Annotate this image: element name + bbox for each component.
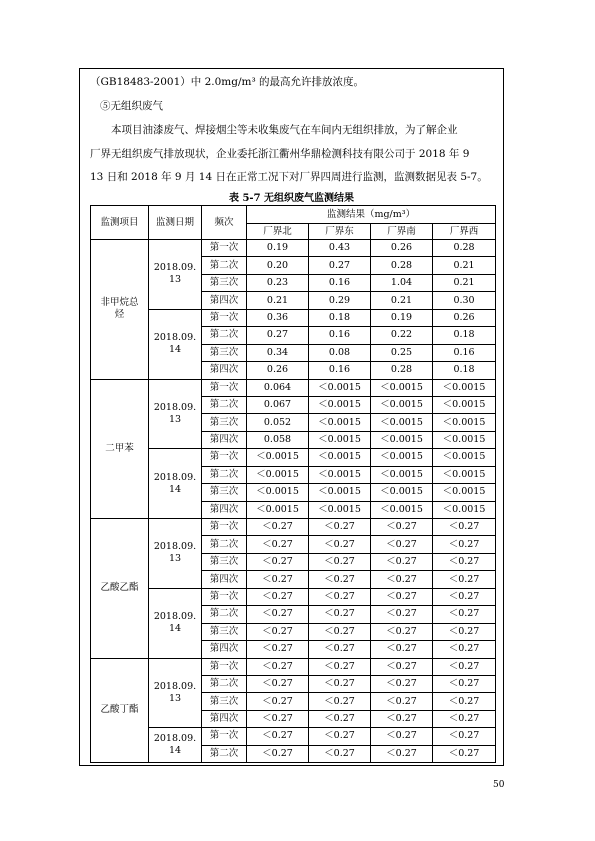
cell-value: ＜0.27: [433, 571, 496, 588]
cell-value: ＜0.27: [433, 553, 496, 570]
cell-value: 0.28: [371, 257, 433, 274]
cell-frequency: 第一次: [202, 658, 247, 675]
cell-value: ＜0.27: [433, 745, 496, 762]
table-row: [91, 309, 496, 326]
cell-value: ＜0.0015: [309, 501, 371, 518]
cell-value: ＜0.27: [371, 710, 433, 727]
cell-value: ＜0.27: [247, 606, 309, 623]
cell-frequency: 第三次: [202, 623, 247, 640]
cell-value: 0.36: [247, 309, 309, 326]
cell-frequency: 第三次: [202, 693, 247, 710]
cell-value: ＜0.27: [309, 641, 371, 658]
cell-date: 2018.09.13: [149, 519, 202, 589]
cell-item: 非甲烷总烃: [91, 240, 149, 380]
cell-value: ＜0.27: [371, 693, 433, 710]
cell-frequency: 第二次: [202, 257, 247, 274]
cell-value: 0.052: [247, 414, 309, 431]
table-row: [91, 519, 496, 536]
cell-value: ＜0.27: [309, 745, 371, 762]
cell-value: ＜0.27: [247, 728, 309, 745]
cell-frequency: 第四次: [202, 641, 247, 658]
cell-value: 0.064: [247, 379, 309, 396]
cell-value: ＜0.27: [247, 658, 309, 675]
cell-value: ＜0.27: [371, 553, 433, 570]
cell-value: ＜0.0015: [247, 484, 309, 501]
cell-value: ＜0.27: [433, 641, 496, 658]
cell-frequency: 第二次: [202, 466, 247, 483]
cell-value: ＜0.0015: [309, 396, 371, 413]
cell-item: 乙酸丁酯: [91, 658, 149, 763]
cell-frequency: 第四次: [202, 292, 247, 309]
section-heading-fugitive-gas: ⑤无组织废气: [100, 100, 163, 112]
cell-value: 0.18: [433, 362, 496, 379]
cell-value: ＜0.0015: [309, 414, 371, 431]
cell-value: ＜0.27: [247, 519, 309, 536]
cell-frequency: 第四次: [202, 501, 247, 518]
table-row: [91, 449, 496, 466]
cell-value: 0.23: [247, 274, 309, 291]
cell-frequency: 第一次: [202, 449, 247, 466]
cell-value: ＜0.27: [247, 745, 309, 762]
cell-value: ＜0.0015: [433, 449, 496, 466]
cell-value: ＜0.0015: [309, 431, 371, 448]
cell-frequency: 第四次: [202, 431, 247, 448]
cell-value: ＜0.0015: [433, 414, 496, 431]
cell-value: ＜0.0015: [433, 484, 496, 501]
cell-value: 0.16: [309, 274, 371, 291]
cell-value: 0.34: [247, 344, 309, 361]
cell-value: ＜0.0015: [371, 431, 433, 448]
cell-value: ＜0.27: [433, 710, 496, 727]
cell-value: 0.27: [309, 257, 371, 274]
cell-value: ＜0.0015: [371, 396, 433, 413]
cell-value: 0.22: [371, 327, 433, 344]
cell-value: ＜0.27: [433, 693, 496, 710]
cell-value: ＜0.0015: [247, 449, 309, 466]
cell-value: 0.16: [309, 362, 371, 379]
cell-value: ＜0.0015: [247, 501, 309, 518]
cell-frequency: 第二次: [202, 675, 247, 692]
cell-value: 0.26: [371, 240, 433, 257]
cell-date: 2018.09.14: [149, 728, 202, 763]
cell-value: ＜0.27: [433, 519, 496, 536]
paragraph-line-2: 厂界无组织废气排放现状，企业委托浙江衢州华鼎检测科技有限公司于 2018 年 9: [90, 148, 470, 160]
monitoring-results-table: [90, 205, 496, 763]
cell-value: ＜0.27: [371, 536, 433, 553]
cell-value: ＜0.0015: [371, 501, 433, 518]
table-row: [91, 379, 496, 396]
cell-value: ＜0.27: [371, 623, 433, 640]
cell-frequency: 第三次: [202, 274, 247, 291]
cell-value: ＜0.27: [433, 623, 496, 640]
cell-value: 0.26: [433, 309, 496, 326]
cell-frequency: 第二次: [202, 327, 247, 344]
cell-item: 乙酸乙酯: [91, 519, 149, 659]
cell-value: 0.21: [433, 274, 496, 291]
cell-value: ＜0.0015: [433, 431, 496, 448]
cell-value: 0.21: [433, 257, 496, 274]
cell-value: ＜0.0015: [433, 396, 496, 413]
cell-frequency: 第三次: [202, 484, 247, 501]
cell-value: ＜0.0015: [433, 379, 496, 396]
header-east: 厂界东: [309, 224, 371, 240]
cell-value: ＜0.27: [371, 606, 433, 623]
cell-value: 0.16: [309, 327, 371, 344]
table-row: [91, 728, 496, 745]
cell-value: 1.04: [371, 274, 433, 291]
cell-frequency: 第三次: [202, 414, 247, 431]
cell-value: 0.21: [371, 292, 433, 309]
cell-value: ＜0.0015: [433, 466, 496, 483]
header-item: 监测项目: [91, 206, 149, 240]
cell-value: ＜0.0015: [247, 466, 309, 483]
cell-value: ＜0.27: [247, 710, 309, 727]
cell-value: ＜0.27: [247, 571, 309, 588]
cell-value: ＜0.0015: [309, 484, 371, 501]
cell-value: ＜0.27: [371, 519, 433, 536]
cell-date: 2018.09.13: [149, 379, 202, 449]
header-south: 厂界南: [371, 224, 433, 240]
cell-frequency: 第一次: [202, 309, 247, 326]
cell-value: 0.19: [371, 309, 433, 326]
cell-value: ＜0.0015: [309, 449, 371, 466]
cell-value: ＜0.27: [309, 606, 371, 623]
header-result: 监测结果（mg/m³）: [247, 206, 496, 224]
table-row: [91, 588, 496, 605]
cell-value: ＜0.27: [309, 519, 371, 536]
cell-value: ＜0.0015: [433, 501, 496, 518]
cell-frequency: 第三次: [202, 344, 247, 361]
page-number: 50: [493, 780, 505, 790]
cell-value: ＜0.27: [433, 675, 496, 692]
cell-value: ＜0.27: [247, 675, 309, 692]
cell-value: ＜0.27: [433, 658, 496, 675]
cell-value: ＜0.27: [309, 710, 371, 727]
cell-value: 0.26: [247, 362, 309, 379]
cell-value: ＜0.27: [247, 553, 309, 570]
cell-value: ＜0.0015: [371, 466, 433, 483]
table-body: [91, 240, 496, 763]
cell-value: ＜0.27: [247, 623, 309, 640]
cell-value: 0.18: [433, 327, 496, 344]
cell-value: ＜0.27: [433, 536, 496, 553]
cell-date: 2018.09.14: [149, 588, 202, 658]
cell-value: ＜0.27: [371, 588, 433, 605]
cell-item: 二甲苯: [91, 379, 149, 519]
cell-value: ＜0.27: [309, 675, 371, 692]
cell-date: 2018.09.14: [149, 449, 202, 519]
cell-frequency: 第一次: [202, 519, 247, 536]
cell-frequency: 第一次: [202, 728, 247, 745]
cell-value: 0.29: [309, 292, 371, 309]
cell-value: ＜0.27: [433, 728, 496, 745]
paragraph-line-3: 13 日和 2018 年 9 月 14 日在正常工况下对厂界四周进行监测，监测数据见表 5-7。: [90, 171, 488, 183]
cell-frequency: 第四次: [202, 362, 247, 379]
cell-value: ＜0.27: [247, 641, 309, 658]
cell-value: ＜0.27: [309, 623, 371, 640]
cell-value: 0.18: [309, 309, 371, 326]
cell-value: ＜0.27: [309, 728, 371, 745]
cell-value: 0.28: [433, 240, 496, 257]
cell-value: ＜0.27: [371, 571, 433, 588]
cell-value: ＜0.0015: [371, 449, 433, 466]
cell-date: 2018.09.13: [149, 240, 202, 310]
cell-value: ＜0.27: [371, 641, 433, 658]
cell-value: ＜0.27: [433, 588, 496, 605]
cell-value: ＜0.27: [433, 606, 496, 623]
cell-value: 0.058: [247, 431, 309, 448]
cell-value: ＜0.27: [309, 553, 371, 570]
cell-value: ＜0.27: [371, 658, 433, 675]
cell-frequency: 第二次: [202, 396, 247, 413]
cell-value: ＜0.27: [371, 728, 433, 745]
table-row: [91, 240, 496, 257]
cell-value: 0.19: [247, 240, 309, 257]
cell-value: ＜0.27: [371, 675, 433, 692]
cell-date: 2018.09.14: [149, 309, 202, 379]
cell-frequency: 第四次: [202, 710, 247, 727]
cell-value: ＜0.27: [247, 588, 309, 605]
cell-frequency: 第四次: [202, 571, 247, 588]
cell-value: 0.067: [247, 396, 309, 413]
cell-value: ＜0.0015: [309, 466, 371, 483]
header-frequency: 频次: [202, 206, 247, 240]
cell-value: 0.16: [433, 344, 496, 361]
cell-value: ＜0.0015: [371, 484, 433, 501]
cell-value: 0.43: [309, 240, 371, 257]
table-caption: 表 5-7 无组织废气监测结果: [228, 193, 355, 204]
header-date: 监测日期: [149, 206, 202, 240]
paragraph-standard-ref: （GB18483-2001）中 2.0mg/m³ 的最高允许排放浓度。: [90, 76, 365, 88]
cell-value: 0.08: [309, 344, 371, 361]
paragraph-line-1: 本项目油漆废气、焊接烟尘等未收集废气在车间内无组织排放，为了解企业: [111, 124, 458, 136]
cell-value: ＜0.0015: [309, 379, 371, 396]
cell-value: ＜0.27: [309, 588, 371, 605]
cell-frequency: 第二次: [202, 606, 247, 623]
cell-value: 0.25: [371, 344, 433, 361]
cell-value: ＜0.0015: [371, 379, 433, 396]
cell-frequency: 第一次: [202, 588, 247, 605]
cell-frequency: 第一次: [202, 240, 247, 257]
cell-value: ＜0.27: [247, 536, 309, 553]
cell-value: ＜0.27: [247, 693, 309, 710]
cell-frequency: 第二次: [202, 745, 247, 762]
cell-value: ＜0.27: [309, 658, 371, 675]
cell-value: 0.20: [247, 257, 309, 274]
cell-value: 0.28: [371, 362, 433, 379]
cell-value: ＜0.27: [309, 693, 371, 710]
cell-value: 0.30: [433, 292, 496, 309]
header-north: 厂界北: [247, 224, 309, 240]
cell-value: ＜0.27: [309, 571, 371, 588]
cell-value: ＜0.27: [309, 536, 371, 553]
cell-value: 0.27: [247, 327, 309, 344]
cell-value: ＜0.27: [371, 745, 433, 762]
cell-value: ＜0.0015: [371, 414, 433, 431]
cell-frequency: 第三次: [202, 553, 247, 570]
cell-frequency: 第一次: [202, 379, 247, 396]
header-west: 厂界西: [433, 224, 496, 240]
cell-date: 2018.09.13: [149, 658, 202, 728]
cell-value: 0.21: [247, 292, 309, 309]
cell-frequency: 第二次: [202, 536, 247, 553]
table-row: [91, 658, 496, 675]
